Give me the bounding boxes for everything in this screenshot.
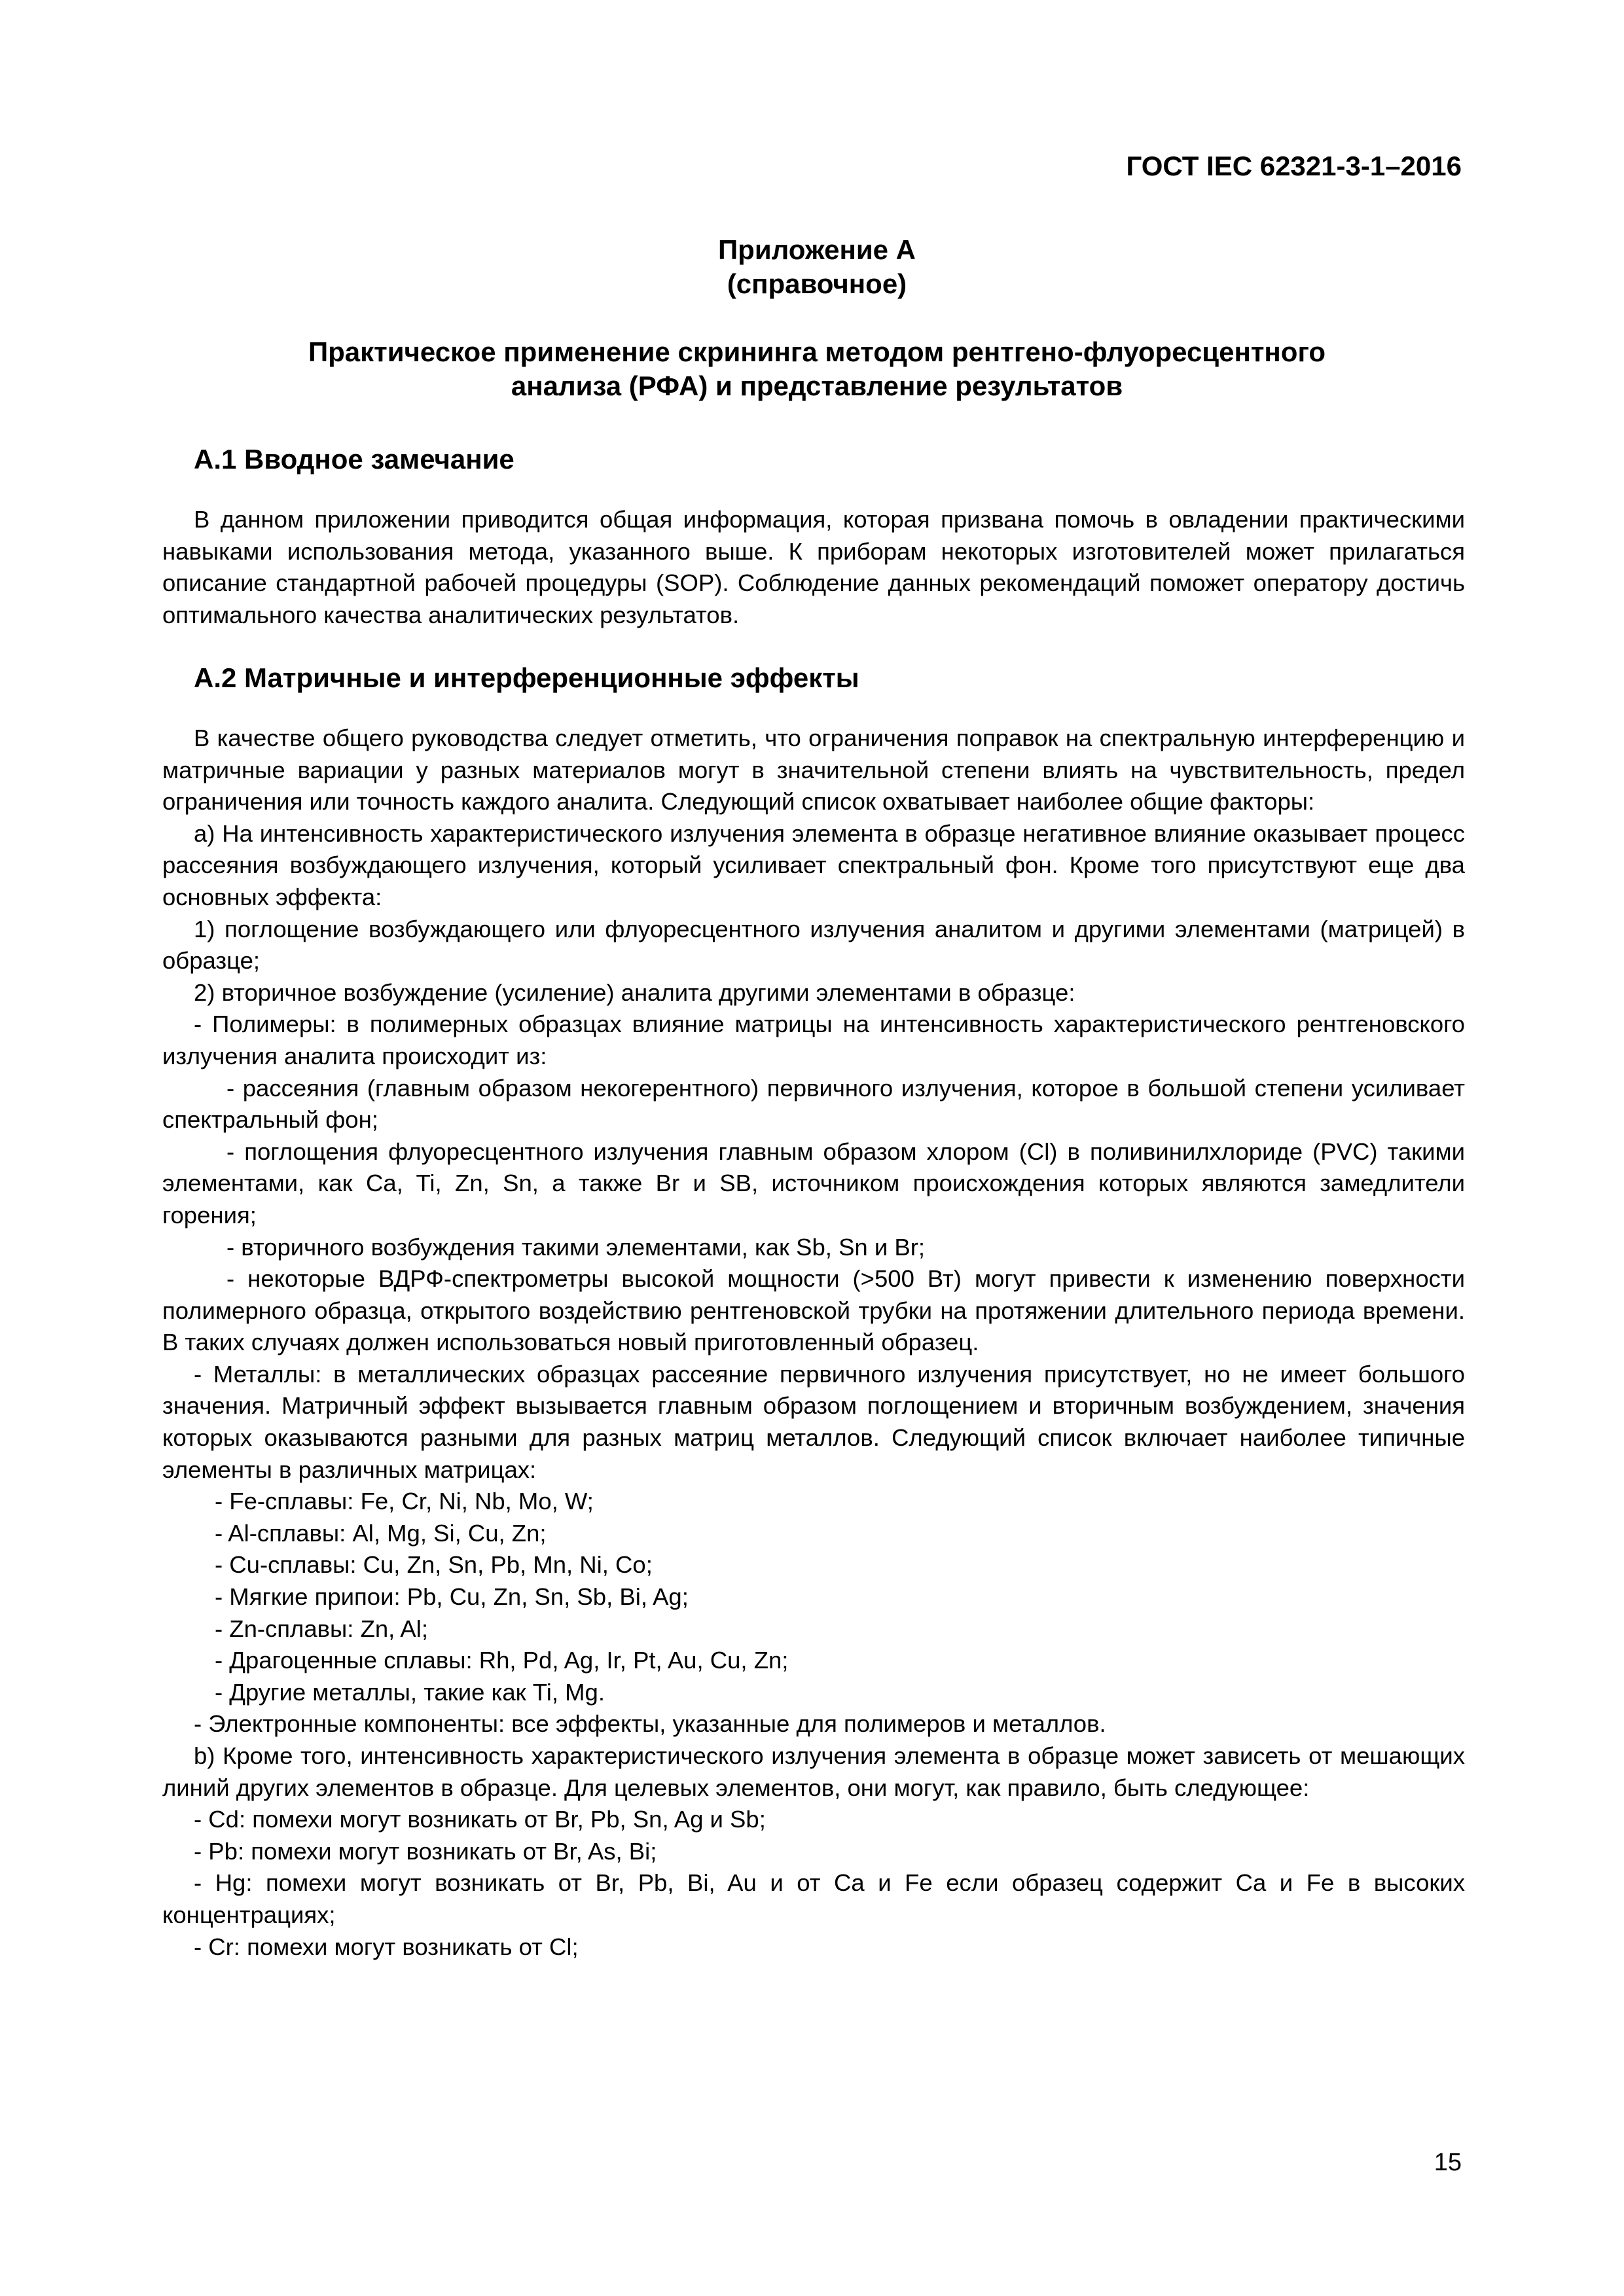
interference-item: - Cr: помехи могут возникать от Cl; xyxy=(194,1933,579,1960)
polymers-subitem-absorption: - поглощения флуоресцентного излучения главным образом хлором (Cl) в поливинилхлориде (PVC) такими элементами, как Ca, Ti, Zn, Sn, а также Br и SB, источником происхождения которых являются замедлители горения; xyxy=(162,1138,1465,1229)
interference-item: - Cd: помехи могут возникать от Br, Pb, Sn, Ag и Sb; xyxy=(194,1806,766,1833)
main-title xyxy=(162,335,1471,403)
section-a1-paragraph: В данном приложении приводится общая информация, которая призвана помочь в овладении практическими навыками использования метода, указанного выше. К приборам некоторых изготовителей может прилагаться описание стандартной рабочей процедуры (SOP). Соблюдение данных рекомендаций поможет оператору достичь оптимального качества аналитических результатов. xyxy=(162,506,1465,628)
page-number: 15 xyxy=(1434,2149,1462,2176)
polymers-subitem-excitation: - вторичного возбуждения такими элементами, как Sb, Sn и Br; xyxy=(226,1233,926,1261)
section-a1-heading: А.1 Вводное замечание xyxy=(194,444,514,475)
annex-type: (справочное) xyxy=(727,268,907,299)
polymers-subitem-wdxrf: - некоторые ВДРФ-спектрометры высокой мощности (>500 Вт) могут привести к изменению поверхности полимерного образца, открытого воздействию рентгеновской трубки на протяжении длительного периода времени. В таких случаях должен использоваться новый приготовленный образец. xyxy=(162,1265,1465,1356)
metals-item: - Металлы: в металлических образцах рассеяние первичного излучения присутствует, но не имеет большого значения. Матричный эффект вызывается главным образом поглощением и вторичным возбуждением, значения которых оказываются разными для разных матриц металлов. Следующий список включает наиболее типичные элементы в различных матрицах: xyxy=(162,1360,1465,1483)
section-a2-heading: А.2 Матричные и интерференционные эффекты xyxy=(194,662,859,693)
section-a1-body xyxy=(162,504,1465,631)
alloy-item: - Cu-сплавы: Cu, Zn, Sn, Pb, Mn, Ni, Co; xyxy=(215,1551,653,1579)
section-a2-body xyxy=(162,723,1465,1963)
interference-item: - Hg: помехи могут возникать от Br, Pb, Bi, Au и от Ca и Fe если образец содержит Ca и Fe в высоких концентрациях; xyxy=(162,1869,1465,1928)
section-a2-intro: В качестве общего руководства следует отметить, что ограничения поправок на спектральную интерференцию и матричные вариации у разных материалов могут в значительной степени влиять на чувствительность, предел ограничения или точность каждого аналита. Следующий список охватывает наиболее общие факторы: xyxy=(162,725,1465,816)
alloy-item: - Zn-сплавы: Zn, Al; xyxy=(215,1615,429,1642)
annex-label: Приложение А xyxy=(717,234,916,265)
alloy-item: - Другие металлы, такие как Ti, Mg. xyxy=(215,1678,605,1706)
polymers-item: - Полимеры: в полимерных образцах влияние матрицы на интенсивность характеристического рентгеновского излучения аналита происходит из: xyxy=(162,1011,1465,1069)
electronics-item: - Электронные компоненты: все эффекты, указанные для полимеров и металлов. xyxy=(194,1710,1106,1738)
main-title-line-2: анализа (РФА) и представление результатов xyxy=(511,370,1123,401)
alloy-item: - Fe-сплавы: Fe, Cr, Ni, Nb, Mo, W; xyxy=(215,1488,594,1515)
list-item-2: 2) вторичное возбуждение (усиление) аналита другими элементами в образце: xyxy=(194,978,1075,1006)
list-item-1: 1) поглощение возбуждающего или флуоресцентного излучения аналитом и другими элементами (матрицей) в образце; xyxy=(162,915,1465,975)
annex-title xyxy=(162,233,1471,301)
alloy-item: - Al-сплавы: Al, Mg, Si, Cu, Zn; xyxy=(215,1519,547,1547)
alloy-item: - Драгоценные сплавы: Rh, Pd, Ag, Ir, Pt, Au, Cu, Zn; xyxy=(215,1647,789,1674)
alloy-item: - Мягкие припои: Pb, Cu, Zn, Sn, Sb, Bi, Ag; xyxy=(215,1583,689,1611)
list-item-a: а) На интенсивность характеристического излучения элемента в образце негативное влияние оказывает процесс рассеяния возбуждающего излучения, который усиливает спектральный фон. Кроме того присутствуют еще два основных эффекта: xyxy=(162,819,1465,910)
main-title-line-1: Практическое применение скрининга методом рентгено-флуоресцентного xyxy=(308,336,1326,367)
list-item-b: b) Кроме того, интенсивность характеристического излучения элемента в образце может зависеть от мешающих линий других элементов в образце. Для целевых элементов, они могут, как правило, быть следующее: xyxy=(162,1742,1465,1801)
polymers-subitem-scatter: - рассеяния (главным образом некогерентного) первичного излучения, которое в большой степени усиливает спектральный фон; xyxy=(162,1074,1465,1134)
interference-item: - Pb: помехи могут возникать от Br, As, Bi; xyxy=(194,1837,657,1865)
document-code: ГОСТ IEC 62321-3-1–2016 xyxy=(1126,151,1462,181)
